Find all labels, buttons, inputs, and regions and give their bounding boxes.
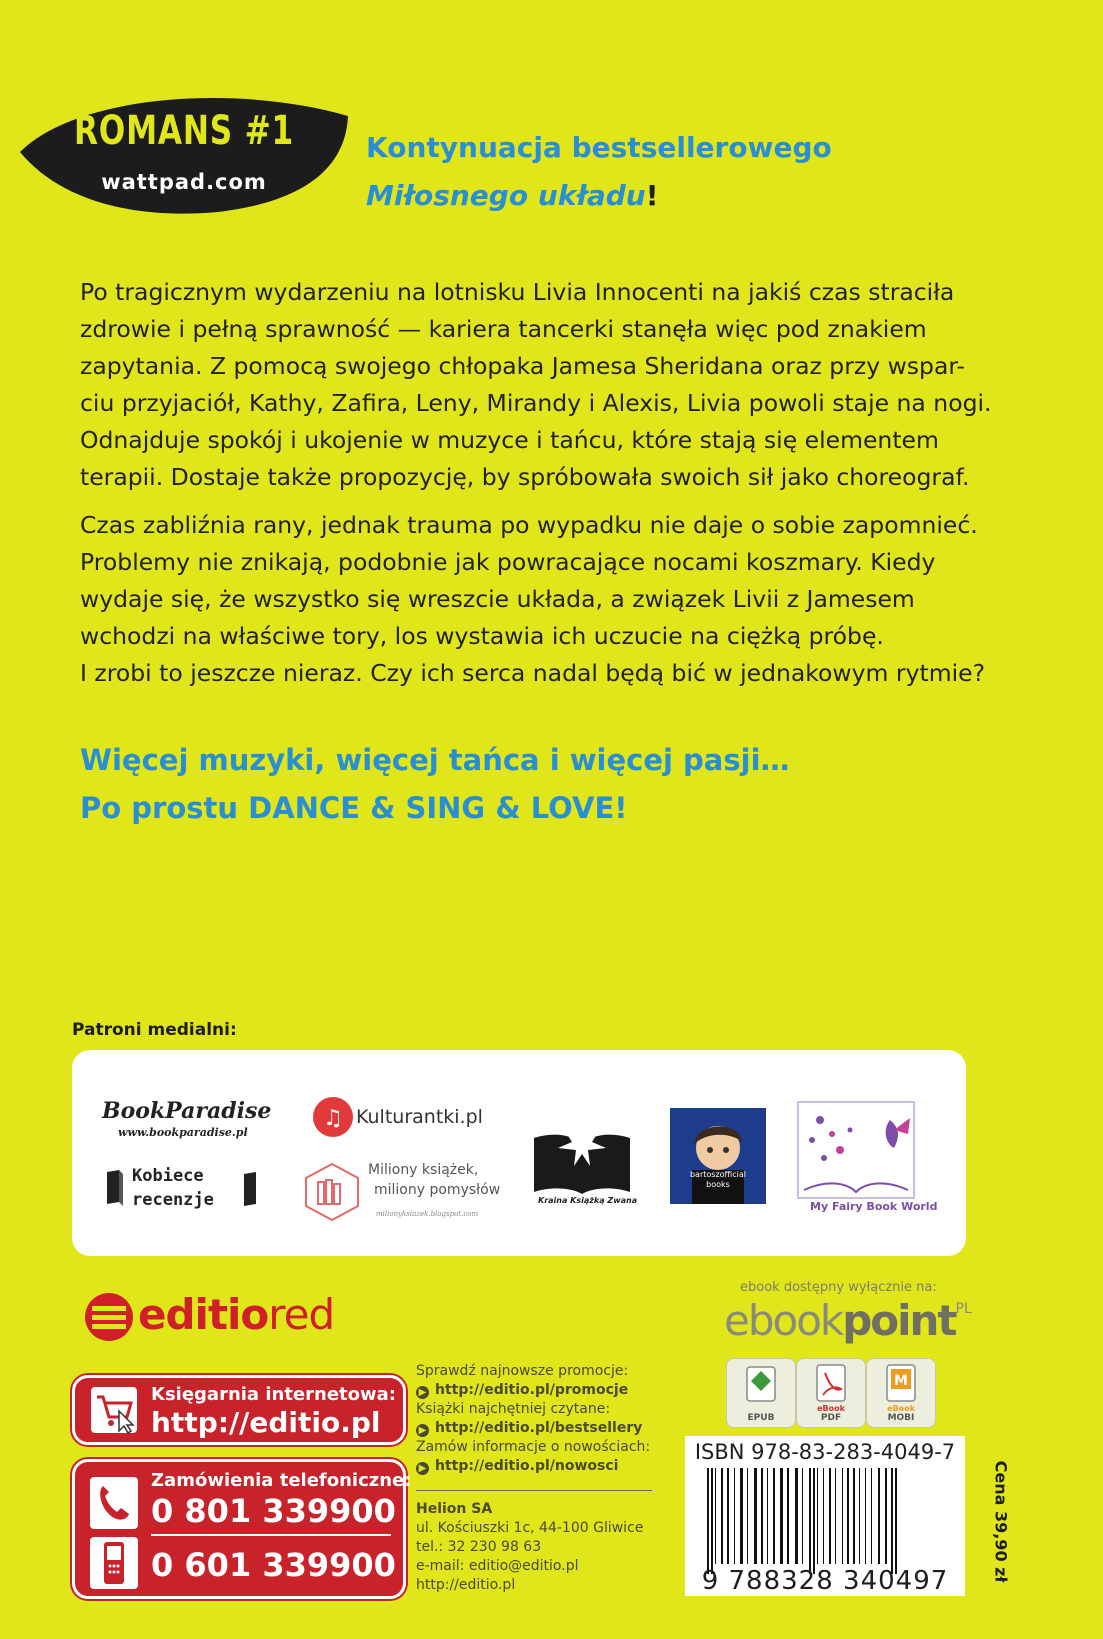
editio-circle-icon <box>84 1292 134 1342</box>
phone-number-2[interactable]: 0 601 339900 <box>151 1546 396 1584</box>
blurb-paragraph-1 <box>80 274 1080 496</box>
headline-line-2 <box>366 172 832 220</box>
editio-wordmark: editiored <box>138 1290 335 1339</box>
mobile-phone-icon <box>89 1536 139 1590</box>
shop-url-link[interactable]: http://editio.pl <box>151 1406 381 1439</box>
barcode-bar <box>707 1468 709 1574</box>
barcode-bar <box>853 1468 855 1564</box>
bartosz-logo <box>670 1108 766 1204</box>
book-icon <box>104 1168 126 1208</box>
badge-title: ROMANS #1 <box>73 108 295 154</box>
blurb-line: terapii. Dostaje także propozycję, by spróbowała swoich sił jako choreograf. <box>80 463 970 491</box>
books-hexagon-icon <box>304 1162 360 1222</box>
romans-badge <box>18 88 350 216</box>
ebookpoint-logo[interactable]: ebookpoint$^{PL}$ <box>724 1296 972 1345</box>
barcode-bar <box>835 1468 836 1564</box>
blurb-line: Problemy nie znikają, podobnie jak powracające nocami koszmary. Kiedy <box>80 548 936 576</box>
blurb-line: zapytania. Z pomocą swojego chłopaka Jamesa Sheridana oraz przy wspar- <box>80 352 966 380</box>
publisher-tel: tel.: 32 230 98 63 <box>416 1539 542 1555</box>
headline-exclamation: ! <box>645 179 659 212</box>
publisher-web[interactable]: http://editio.pl <box>416 1577 516 1593</box>
divider <box>416 1490 652 1491</box>
blurb-line: I zrobi to jeszcze nieraz. Czy ich serca nadal będą bić w jednakowym rytmie? <box>80 659 986 687</box>
arrow-icon: ▶ <box>416 1386 429 1399</box>
barcode-bar <box>842 1468 843 1564</box>
barcode-bar <box>813 1468 815 1574</box>
phone-label: Zamówienia telefoniczne: <box>151 1470 412 1491</box>
promo-label: Sprawdź najnowsze promocje: <box>416 1363 629 1379</box>
blurb-line: wydaje się, że wszystko się wreszcie układa, a związek Livii z Jamesem <box>80 585 915 613</box>
barcode-bar <box>740 1468 743 1564</box>
ean-digits: 9 788328 340497 <box>701 1566 949 1596</box>
mobi-icon <box>867 1359 935 1409</box>
isbn-label: ISBN 978-83-283-4049-7 <box>694 1440 956 1464</box>
shopping-cart-icon <box>89 1385 139 1435</box>
barcode-bar <box>721 1468 723 1564</box>
pdf-icon <box>797 1359 865 1409</box>
phone-number-1[interactable]: 0 801 339900 <box>151 1492 396 1530</box>
blurb-line: Odnajduje spokój i ukojenie w muzyce i tańcu, które stają się elementem <box>80 426 939 454</box>
price-label: Cena 39,90 zł <box>991 1460 1011 1583</box>
barcode-bar <box>859 1468 860 1564</box>
miliony-logo-line-2: miliony pomysłów <box>374 1182 501 1198</box>
bestsellers-label: Książki najchętniej czytane: <box>416 1401 611 1417</box>
headline-title-italic: Miłosnego układu <box>366 179 646 212</box>
tagline-line-1: Więcej muzyki, więcej tańca i więcej pasji… <box>80 743 790 777</box>
bookparadise-logo: BookParadise <box>102 1098 272 1124</box>
barcode-bar <box>715 1468 716 1564</box>
phone-icon <box>89 1476 139 1530</box>
barcode-bar <box>891 1468 893 1574</box>
phone-box <box>72 1459 412 1599</box>
barcode-bar <box>817 1468 818 1564</box>
patrons-label: Patroni medialni: <box>72 1020 237 1040</box>
barcode-bar <box>711 1468 713 1574</box>
kobiece-logo-line-2: recenzje <box>132 1190 214 1210</box>
svg-text:♫: ♫ <box>323 1106 343 1131</box>
fairy-logo: My Fairy Book World <box>810 1200 938 1213</box>
headline <box>366 124 832 220</box>
barcode-bar <box>871 1468 872 1564</box>
format-pdf-icon <box>796 1358 866 1428</box>
publisher-email[interactable]: e-mail: editio@editio.pl <box>416 1558 579 1574</box>
kobiece-logo-line-1: Kobiece <box>132 1166 204 1186</box>
blurb-line: zdrowie i pełną sprawność — kariera tancerki stanęła więc pod znakiem <box>80 315 927 343</box>
epub-icon <box>727 1359 795 1409</box>
barcode-bar <box>754 1468 757 1564</box>
barcode-bar <box>787 1468 789 1564</box>
barcode-bar <box>865 1468 866 1564</box>
barcode-bar <box>734 1468 735 1564</box>
kraina-logo: Kraina Książką Zwana <box>538 1196 638 1205</box>
promo-link[interactable]: ▶ http://editio.pl/promocje <box>416 1381 650 1400</box>
publisher-address: ul. Kościuszki 1c, 44-100 Gliwice <box>416 1520 644 1536</box>
publisher-name: Helion SA <box>416 1501 493 1517</box>
barcode-bar <box>885 1468 887 1564</box>
headline-line-1: Kontynuacja bestsellerowego <box>366 131 832 164</box>
bartosz-logo-line-2: books <box>706 1180 730 1189</box>
avatar <box>670 1108 766 1204</box>
shop-box[interactable] <box>72 1375 406 1445</box>
barcode-bar <box>767 1468 768 1564</box>
dragon-book-icon <box>532 1108 632 1194</box>
badge-subtitle: wattpad.com <box>101 170 267 194</box>
barcode-bar <box>847 1468 849 1564</box>
blurb-line: Czas zabliźnia rany, jednak trauma po wypadku nie daje o sobie zapomnieć. <box>80 511 978 539</box>
patrons-panel <box>72 1050 966 1256</box>
ebook-note: ebook dostępny wyłącznie na: <box>740 1280 937 1295</box>
bookparadise-url: www.bookparadise.pl <box>118 1126 248 1139</box>
tagline-line-2: Po prostu DANCE & SING & LOVE! <box>80 791 628 825</box>
tagline <box>80 736 790 832</box>
svg-text:M: M <box>894 1373 908 1389</box>
miliony-logo-line-1: Miliony książek, <box>368 1162 479 1178</box>
barcode-bar <box>761 1468 763 1564</box>
miliony-url: milionyksiazek.blogspot.com <box>376 1210 479 1218</box>
shop-label: Księgarnia internetowa: <box>151 1384 396 1405</box>
format-epub-icon: EPUB <box>726 1358 796 1428</box>
mobi-format-label: eBook MOBI <box>887 1404 915 1423</box>
bestsellers-link[interactable]: ▶ http://editio.pl/bestsellery <box>416 1419 650 1438</box>
barcode-bar <box>895 1468 897 1574</box>
barcode-bar <box>773 1468 775 1564</box>
phone-divider <box>151 1534 391 1536</box>
bartosz-logo-line-1: bartoszofficial <box>689 1170 747 1179</box>
publisher-info <box>416 1500 643 1595</box>
barcode-bar <box>727 1468 729 1564</box>
format-mobi-icon <box>866 1358 936 1428</box>
barcode-bar <box>747 1468 748 1564</box>
blurb-line: ciu przyjaciół, Kathy, Zafira, Leny, Mirandy i Alexis, Livia powoli staje na nogi. <box>80 389 992 417</box>
barcode-bar <box>780 1468 783 1564</box>
music-note-icon <box>312 1096 354 1138</box>
barcode-bar <box>823 1468 824 1564</box>
barcode-bar <box>829 1468 831 1564</box>
news-link[interactable]: ▶ http://editio.pl/nowosci <box>416 1457 650 1476</box>
book-icon <box>240 1170 260 1208</box>
barcode-bar <box>802 1468 803 1564</box>
barcode-bar <box>809 1468 811 1574</box>
promo-links <box>416 1362 650 1476</box>
arrow-icon: ▶ <box>416 1424 429 1437</box>
blurb-line: Po tragicznym wydarzeniu na lotnisku Livia Innocenti na jakiś czas straciła <box>80 278 955 306</box>
barcode-bar <box>795 1468 798 1564</box>
arrow-icon: ▶ <box>416 1462 429 1475</box>
pdf-format-label: eBook PDF <box>817 1404 845 1423</box>
blurb-paragraph-2 <box>80 507 1080 692</box>
barcode-bar <box>878 1468 880 1564</box>
blurb-line: wchodzi na właściwe tory, los wystawia ich uczucie na ciężką próbę. <box>80 622 884 650</box>
news-label: Zamów informacje o nowościach: <box>416 1439 651 1455</box>
fairy-book-icon <box>790 1100 922 1200</box>
kulturantki-logo: Kulturantki.pl <box>356 1106 483 1128</box>
barcode-panel <box>685 1436 965 1596</box>
